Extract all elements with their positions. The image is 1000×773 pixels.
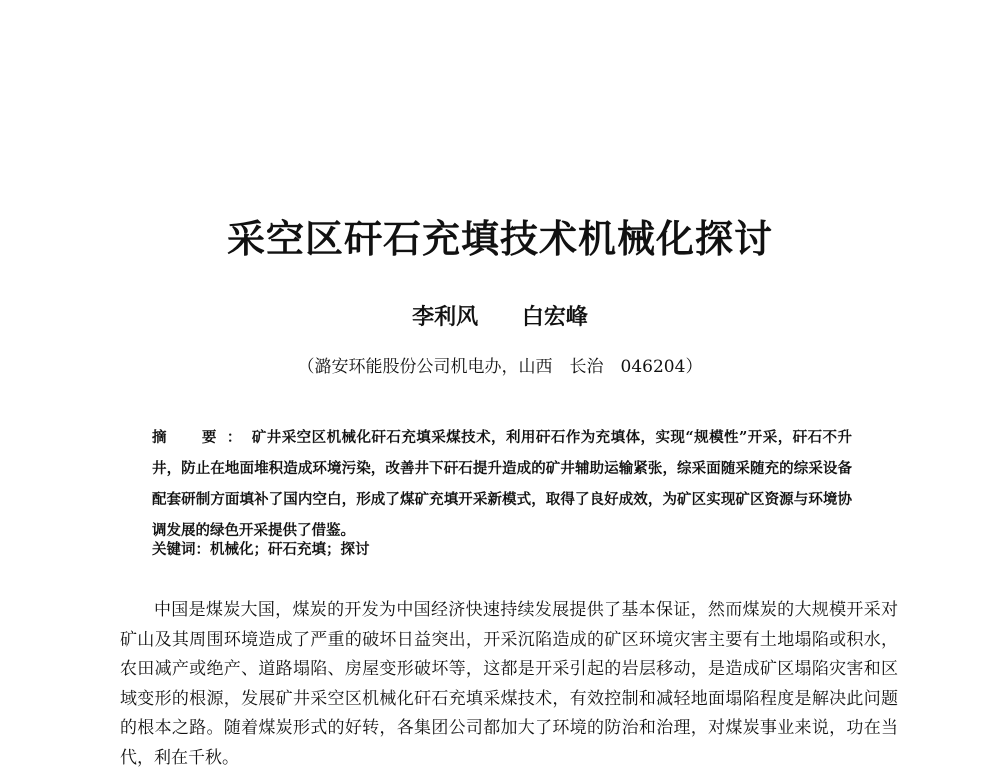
body-paragraph: 中国是煤炭大国，煤炭的开发为中国经济快速持续发展提供了基本保证，然而煤炭的大规模开采对矿山及其周围环境造成了严重的破坏日益突出，开采沉陷造成的矿区环境灾害主要有土地塌陷或积水，农田减产或绝产、道路塌陷、房屋变形破坏等，这都是开采引起的岩层移动，是造成矿区塌陷灾害和区域变形的根源，发展矿井采空区机械化矸石充填采煤技术，有效控制和减轻地面塌陷程度是解决此问题的根本之路。随着煤炭形式的好转，各集团公司都加大了环境的防治和治理，对煤炭事业来说，功在当代，利在千秋。: [120, 600, 898, 768]
keywords: [152, 538, 852, 562]
abstract-label: 摘 要：: [152, 429, 252, 446]
author-name: 白宏峰: [521, 304, 588, 330]
abstract-text: 矿井采空区机械化矸石充填采煤技术，利用矸石作为充填体，实现“规模性”开采，矸石不升井，防止在地面堆积造成环境污染，改善井下矸石提升造成的矿井辅助运输紧张，综采面随采随充的综采设备配套研制方面填补了国内空白，形成了煤矿充填开采新模式，取得了良好成效，为矿区实现矿区资源与环境协调发展的绿色开采提供了借鉴。: [152, 429, 853, 539]
keywords-label: 关键词：: [152, 541, 210, 558]
keywords-text: 机械化；矸石充填；探讨: [210, 541, 370, 558]
paper-title: 采空区矸石充填技术机械化探讨: [226, 216, 773, 261]
author-list: [0, 300, 1000, 331]
affiliation: （潞安环能股份公司机电办，山西 长治 046204）: [297, 357, 703, 377]
abstract: [152, 422, 852, 546]
author-name: 李利风: [412, 304, 479, 330]
